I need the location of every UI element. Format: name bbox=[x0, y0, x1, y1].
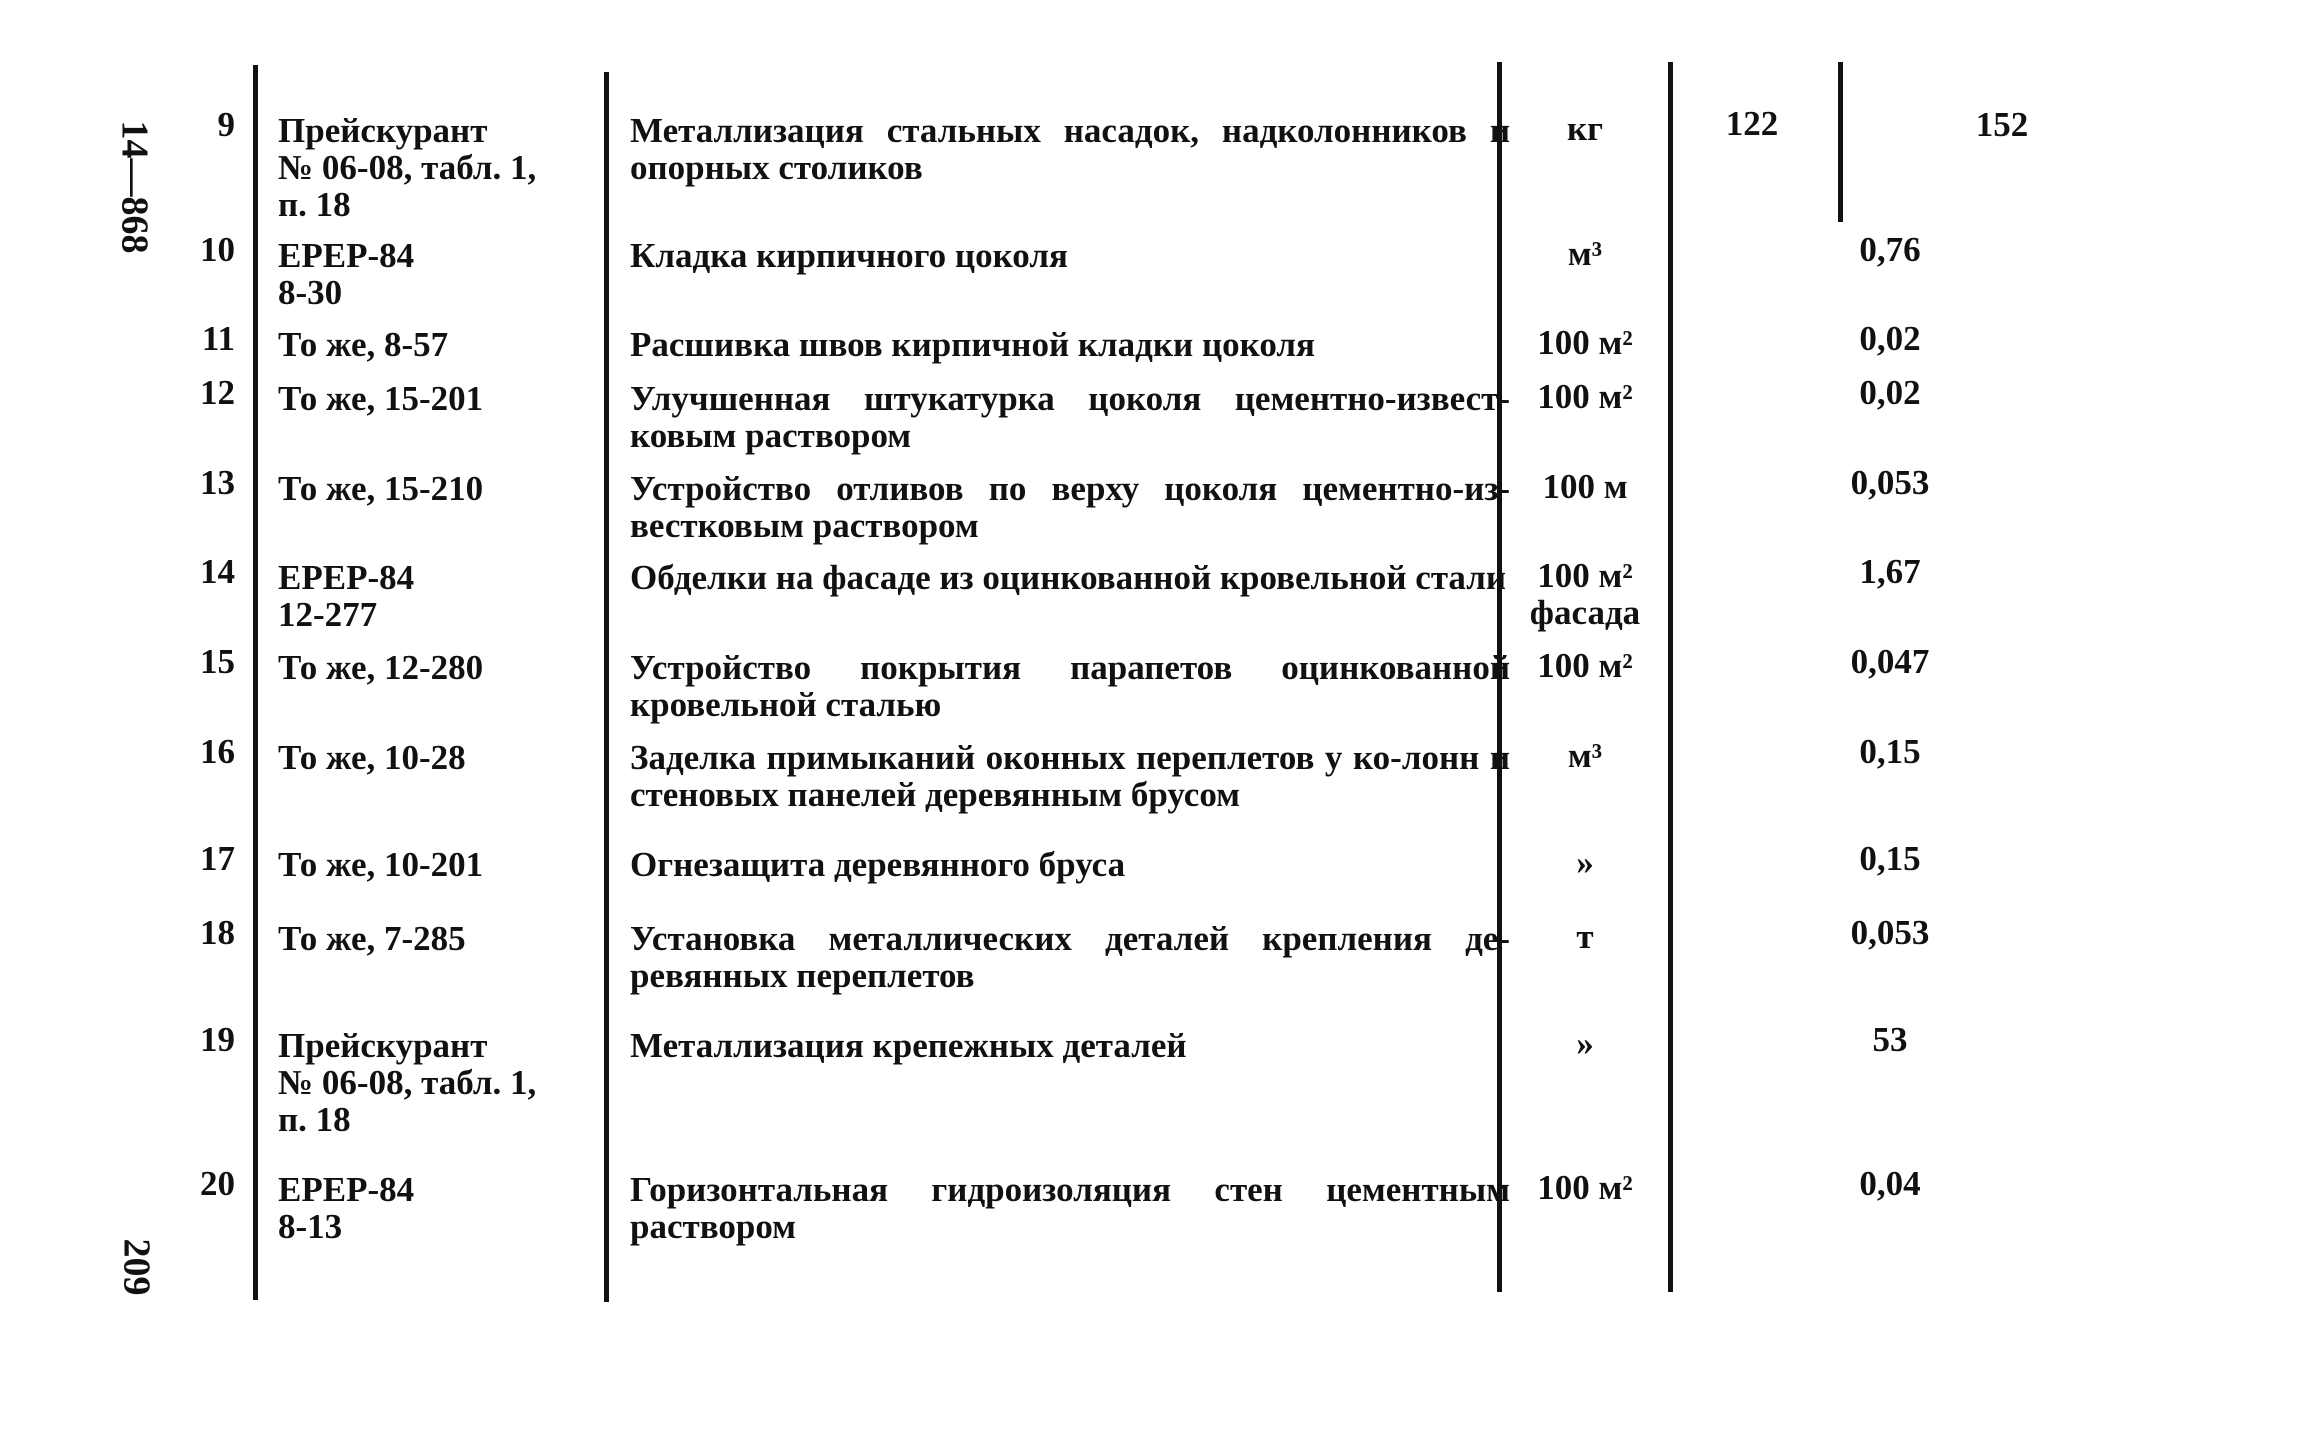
reference-cell: ЕРЕР-84 12-277 bbox=[278, 558, 415, 634]
description-cell: Расшивка швов кирпичной кладки цоколя bbox=[630, 325, 1315, 364]
row-number: 9 bbox=[217, 105, 235, 144]
description-cell: Устройство отливов по верху цоколя цементно-из-вестковым раствором bbox=[630, 469, 1510, 545]
row-number: 15 bbox=[200, 642, 235, 681]
row-number: 10 bbox=[200, 230, 235, 269]
row-number: 11 bbox=[201, 319, 235, 358]
quantity-cell: 0,02 bbox=[1859, 319, 1921, 358]
unit-cell: кг bbox=[1566, 109, 1604, 148]
unit-cell: м³ bbox=[1567, 234, 1603, 273]
row-number: 20 bbox=[200, 1164, 235, 1203]
description-cell: Устройство покрытия парапетов оцинкованной кровельной сталью bbox=[630, 648, 1510, 724]
reference-cell: ЕРЕР-84 8-13 bbox=[278, 1170, 415, 1246]
reference-cell: То же, 15-201 bbox=[278, 379, 484, 418]
column-divider-5 bbox=[1838, 62, 1843, 222]
row-number: 14 bbox=[200, 552, 235, 591]
description-cell: Заделка примыканий оконных переплетов у ко-лонн и стеновых панелей деревянным брусом bbox=[630, 738, 1510, 814]
row-number: 19 bbox=[200, 1020, 235, 1059]
quantity-cell: 0,02 bbox=[1859, 373, 1921, 412]
unit-cell: м³ bbox=[1567, 736, 1603, 775]
reference-cell: Прейскурант № 06-08, табл. 1, п. 18 bbox=[278, 111, 537, 224]
description-cell: Металлизация крепежных деталей bbox=[630, 1026, 1187, 1065]
unit-cell: 100 м bbox=[1542, 467, 1628, 506]
reference-cell: ЕРЕР-84 8-30 bbox=[278, 236, 415, 312]
quantity-cell: 152 bbox=[1975, 105, 2029, 144]
row-number: 18 bbox=[200, 913, 235, 952]
quantity-cell: 0,04 bbox=[1859, 1164, 1921, 1203]
description-cell: Установка металлических деталей крепления де-ревянных переплетов bbox=[630, 919, 1510, 995]
quantity-cell-a: 122 bbox=[1725, 104, 1779, 143]
quantity-cell: 0,76 bbox=[1859, 230, 1921, 269]
reference-cell: То же, 8-57 bbox=[278, 325, 449, 364]
unit-cell: 100 м² bbox=[1537, 323, 1633, 362]
quantity-cell: 0,053 bbox=[1850, 913, 1930, 952]
side-label-top: 14—868 bbox=[113, 120, 156, 254]
reference-cell: То же, 10-28 bbox=[278, 738, 466, 777]
unit-cell: т bbox=[1576, 917, 1594, 956]
description-cell: Улучшенная штукатурка цоколя цементно-извест-ковым раствором bbox=[630, 379, 1510, 455]
description-cell: Обделки на фасаде из оцинкованной кровельной стали bbox=[630, 558, 1507, 597]
quantity-cell: 0,053 bbox=[1850, 463, 1930, 502]
description-cell: Огнезащита деревянного бруса bbox=[630, 845, 1126, 884]
quantity-cell: 0,15 bbox=[1859, 732, 1921, 771]
description-cell: Металлизация стальных насадок, надколонников и опорных столиков bbox=[630, 111, 1510, 187]
row-number: 13 bbox=[200, 463, 235, 502]
quantity-cell: 53 bbox=[1872, 1020, 1908, 1059]
reference-cell: Прейскурант № 06-08, табл. 1, п. 18 bbox=[278, 1026, 537, 1139]
row-number: 17 bbox=[200, 839, 235, 878]
description-cell: Горизонтальная гидроизоляция стен цементным раствором bbox=[630, 1170, 1510, 1246]
unit-cell: 100 м² фасада bbox=[1529, 556, 1641, 632]
quantity-cell: 0,047 bbox=[1850, 642, 1930, 681]
unit-cell: » bbox=[1576, 843, 1594, 882]
unit-cell: » bbox=[1576, 1024, 1594, 1063]
row-number: 16 bbox=[200, 732, 235, 771]
reference-cell: То же, 12-280 bbox=[278, 648, 484, 687]
row-number: 12 bbox=[200, 373, 235, 412]
unit-cell: 100 м² bbox=[1537, 1168, 1633, 1207]
reference-cell: То же, 10-201 bbox=[278, 845, 484, 884]
reference-cell: То же, 7-285 bbox=[278, 919, 466, 958]
side-label-bottom: 209 bbox=[115, 1238, 158, 1296]
column-divider-1 bbox=[253, 65, 258, 1300]
quantity-cell: 1,67 bbox=[1859, 552, 1921, 591]
unit-cell: 100 м² bbox=[1537, 377, 1633, 416]
reference-cell: То же, 15-210 bbox=[278, 469, 484, 508]
quantity-cell: 0,15 bbox=[1859, 839, 1921, 878]
description-cell: Кладка кирпичного цоколя bbox=[630, 236, 1068, 275]
unit-cell: 100 м² bbox=[1537, 646, 1633, 685]
